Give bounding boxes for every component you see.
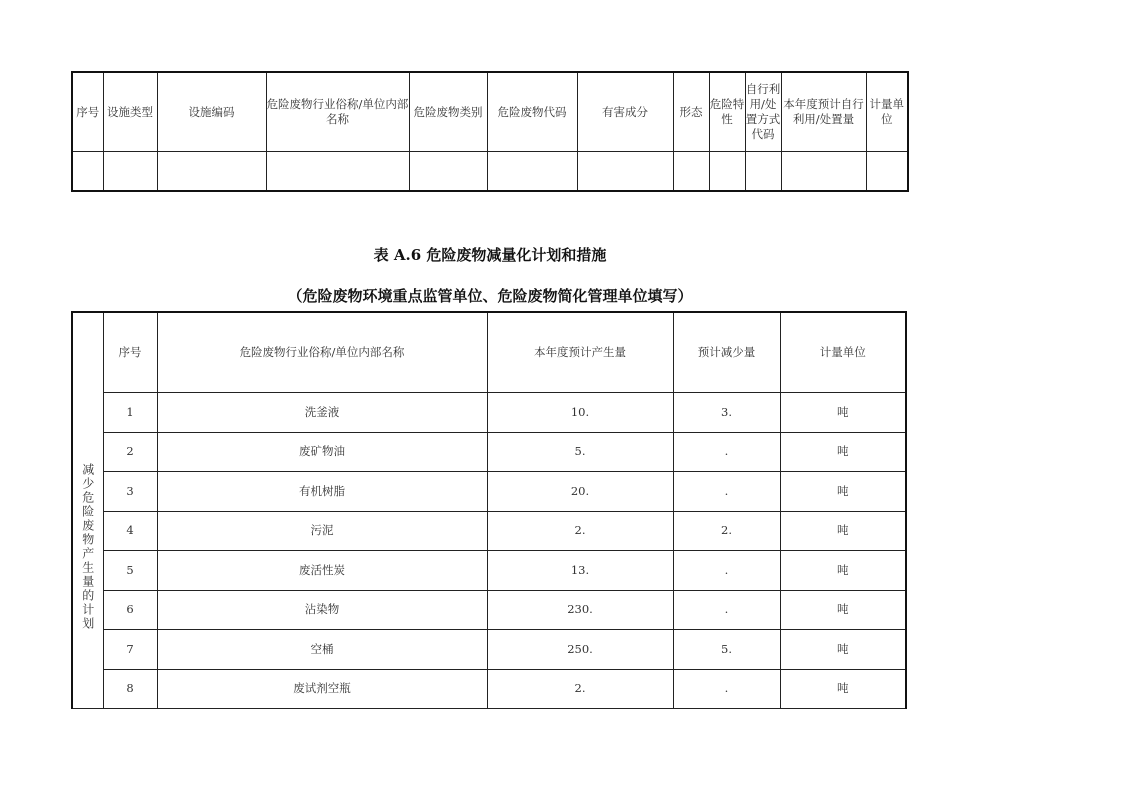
table-row [72, 511, 906, 551]
cell-waste-name[interactable]: 沾染物 [157, 590, 487, 630]
table-title: 表 A.6 危险废物减量化计划和措施 [373, 246, 607, 264]
cell-reduction[interactable]: . [673, 590, 780, 630]
cell-reduction[interactable]: . [673, 669, 780, 709]
table-row [72, 551, 906, 591]
cell-serial: 1 [103, 393, 157, 433]
cell-serial: 3 [103, 472, 157, 512]
side-label: 减少危险废物产生量的计划 [80, 463, 95, 631]
cell-generated[interactable]: 20. [487, 472, 673, 512]
header-cell-waste-code: 危险废物代码 [487, 72, 577, 152]
cell-generated[interactable]: 2. [487, 511, 673, 551]
table-cell[interactable] [709, 152, 745, 192]
table-header-row [72, 312, 906, 393]
cell-unit[interactable]: 吨 [780, 393, 906, 433]
header-cell-reduction: 预计减少量 [673, 312, 780, 393]
header-cell-unit: 计量单位 [780, 312, 906, 393]
cell-serial: 8 [103, 669, 157, 709]
cell-reduction[interactable]: . [673, 472, 780, 512]
table-row [72, 393, 906, 433]
cell-waste-name[interactable]: 废活性炭 [157, 551, 487, 591]
cell-unit[interactable]: 吨 [780, 472, 906, 512]
header-cell-serial: 序号 [72, 72, 103, 152]
table-cell[interactable] [409, 152, 487, 192]
table-subtitle: （危险废物环境重点监管单位、危险废物简化管理单位填写） [287, 287, 693, 305]
cell-generated[interactable]: 250. [487, 630, 673, 670]
cell-serial: 4 [103, 511, 157, 551]
cell-generated[interactable]: 5. [487, 432, 673, 472]
cell-reduction[interactable]: . [673, 432, 780, 472]
header-cell-waste-name: 危险废物行业俗称/单位内部名称 [266, 72, 409, 152]
header-cell-facility-code: 设施编码 [157, 72, 266, 152]
table-cell[interactable] [157, 152, 266, 192]
header-cell-waste-category: 危险废物类别 [409, 72, 487, 152]
cell-waste-name[interactable]: 空桶 [157, 630, 487, 670]
table-cell[interactable] [266, 152, 409, 192]
table-header-row [72, 72, 908, 152]
header-cell-waste-name: 危险废物行业俗称/单位内部名称 [157, 312, 487, 393]
header-cell-method-code: 自行利用/处置方式代码 [745, 72, 781, 152]
cell-reduction[interactable]: 3. [673, 393, 780, 433]
cell-generated[interactable]: 2. [487, 669, 673, 709]
cell-waste-name[interactable]: 废试剂空瓶 [157, 669, 487, 709]
cell-reduction[interactable]: 5. [673, 630, 780, 670]
cell-generated[interactable]: 10. [487, 393, 673, 433]
header-cell-generated: 本年度预计产生量 [487, 312, 673, 393]
waste-reduction-plan-table [71, 311, 907, 709]
cell-reduction[interactable]: . [673, 551, 780, 591]
cell-reduction[interactable]: 2. [673, 511, 780, 551]
cell-serial: 5 [103, 551, 157, 591]
header-cell-unit: 计量单位 [866, 72, 908, 152]
header-cell-form: 形态 [673, 72, 709, 152]
table-row [72, 630, 906, 670]
table-cell[interactable] [487, 152, 577, 192]
header-cell-hazard-property: 危险特性 [709, 72, 745, 152]
table-cell[interactable] [103, 152, 157, 192]
table-row [72, 472, 906, 512]
cell-serial: 7 [103, 630, 157, 670]
table-row [72, 432, 906, 472]
header-cell-serial: 序号 [103, 312, 157, 393]
cell-unit[interactable]: 吨 [780, 551, 906, 591]
cell-serial: 2 [103, 432, 157, 472]
facility-self-utilization-table [71, 71, 909, 192]
header-cell-planned-amount: 本年度预计自行利用/处置量 [781, 72, 866, 152]
table-cell[interactable] [673, 152, 709, 192]
cell-waste-name[interactable]: 废矿物油 [157, 432, 487, 472]
cell-waste-name[interactable]: 污泥 [157, 511, 487, 551]
cell-unit[interactable]: 吨 [780, 669, 906, 709]
cell-generated[interactable]: 13. [487, 551, 673, 591]
side-label-cell [72, 312, 103, 709]
table-row [72, 590, 906, 630]
cell-unit[interactable]: 吨 [780, 432, 906, 472]
cell-waste-name[interactable]: 有机树脂 [157, 472, 487, 512]
table-row [72, 669, 906, 709]
cell-waste-name[interactable]: 洗釜液 [157, 393, 487, 433]
cell-unit[interactable]: 吨 [780, 590, 906, 630]
table-cell[interactable] [577, 152, 673, 192]
cell-unit[interactable]: 吨 [780, 511, 906, 551]
table-cell[interactable] [866, 152, 908, 192]
table-row [72, 152, 908, 192]
header-cell-hazardous-components: 有害成分 [577, 72, 673, 152]
cell-generated[interactable]: 230. [487, 590, 673, 630]
table-cell[interactable] [72, 152, 103, 192]
table-cell[interactable] [745, 152, 781, 192]
header-cell-facility-type: 设施类型 [103, 72, 157, 152]
cell-serial: 6 [103, 590, 157, 630]
table-cell[interactable] [781, 152, 866, 192]
cell-unit[interactable]: 吨 [780, 630, 906, 670]
